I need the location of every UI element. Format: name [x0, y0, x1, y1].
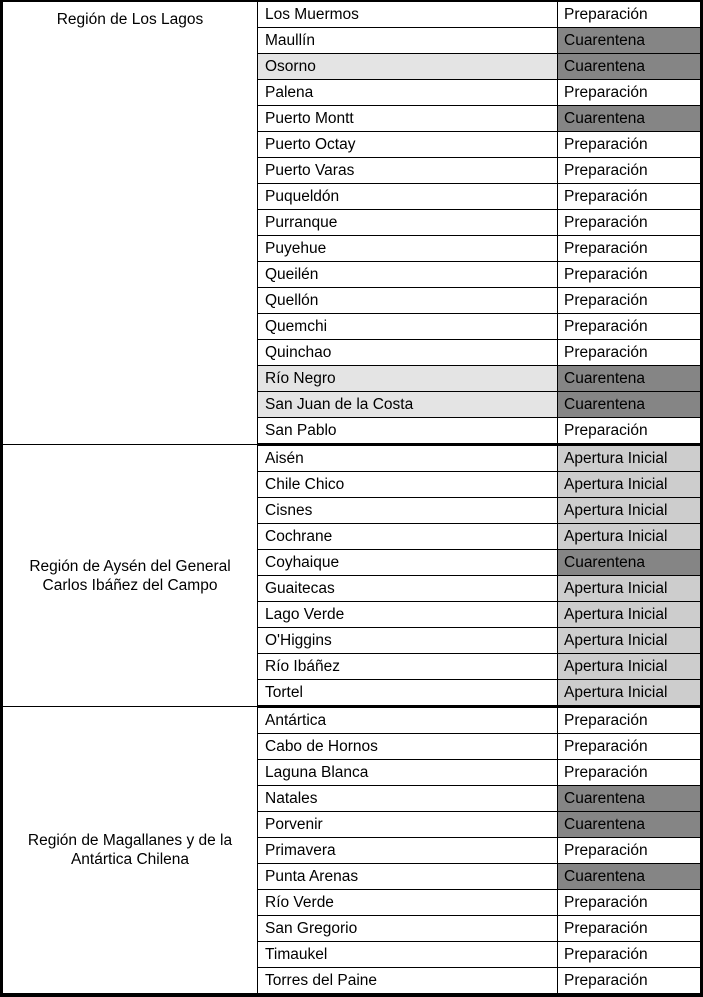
status-cell: Preparación	[558, 916, 702, 942]
region-cell: Región de Magallanes y de la Antártica Chilena	[2, 707, 258, 996]
region-cell: Región de Los Lagos	[2, 1, 258, 445]
commune-cell: Primavera	[258, 838, 558, 864]
commune-cell: Tortel	[258, 680, 558, 707]
table-row	[2, 445, 702, 472]
status-cell: Preparación	[558, 80, 702, 106]
status-cell: Preparación	[558, 184, 702, 210]
commune-cell: Río Verde	[258, 890, 558, 916]
region-cell: Región de Aysén del General Carlos Ibáñez del Campo	[2, 445, 258, 707]
status-cell: Apertura Inicial	[558, 680, 702, 707]
commune-cell: San Juan de la Costa	[258, 392, 558, 418]
status-cell: Preparación	[558, 890, 702, 916]
commune-cell: Quinchao	[258, 340, 558, 366]
status-cell: Apertura Inicial	[558, 498, 702, 524]
commune-cell: San Gregorio	[258, 916, 558, 942]
status-cell: Cuarentena	[558, 54, 702, 80]
status-cell: Preparación	[558, 314, 702, 340]
commune-cell: Chile Chico	[258, 472, 558, 498]
status-cell: Preparación	[558, 236, 702, 262]
status-cell: Apertura Inicial	[558, 628, 702, 654]
commune-cell: Cochrane	[258, 524, 558, 550]
commune-cell: Cisnes	[258, 498, 558, 524]
commune-cell: Puerto Montt	[258, 106, 558, 132]
commune-cell: Puyehue	[258, 236, 558, 262]
commune-cell: Antártica	[258, 707, 558, 734]
commune-cell: Río Negro	[258, 366, 558, 392]
status-cell: Preparación	[558, 838, 702, 864]
commune-cell: Lago Verde	[258, 602, 558, 628]
commune-cell: Los Muermos	[258, 1, 558, 28]
status-cell: Preparación	[558, 340, 702, 366]
status-cell: Cuarentena	[558, 392, 702, 418]
status-cell: Cuarentena	[558, 812, 702, 838]
commune-cell: Palena	[258, 80, 558, 106]
commune-cell: Puerto Octay	[258, 132, 558, 158]
commune-cell: Osorno	[258, 54, 558, 80]
status-cell: Apertura Inicial	[558, 445, 702, 472]
commune-cell: Cabo de Hornos	[258, 734, 558, 760]
commune-cell: Porvenir	[258, 812, 558, 838]
status-cell: Cuarentena	[558, 366, 702, 392]
status-cell: Preparación	[558, 132, 702, 158]
commune-cell: Puqueldón	[258, 184, 558, 210]
status-cell: Cuarentena	[558, 550, 702, 576]
status-cell: Cuarentena	[558, 106, 702, 132]
status-cell: Cuarentena	[558, 864, 702, 890]
status-cell: Preparación	[558, 968, 702, 996]
status-cell: Preparación	[558, 288, 702, 314]
status-cell: Apertura Inicial	[558, 576, 702, 602]
commune-cell: Purranque	[258, 210, 558, 236]
status-cell: Preparación	[558, 262, 702, 288]
status-cell: Preparación	[558, 210, 702, 236]
commune-cell: Quemchi	[258, 314, 558, 340]
status-cell: Preparación	[558, 734, 702, 760]
status-cell: Apertura Inicial	[558, 654, 702, 680]
status-cell: Cuarentena	[558, 786, 702, 812]
commune-cell: Queilén	[258, 262, 558, 288]
commune-cell: Aisén	[258, 445, 558, 472]
table-body	[2, 1, 702, 995]
commune-cell: Torres del Paine	[258, 968, 558, 996]
commune-cell: O'Higgins	[258, 628, 558, 654]
status-cell: Apertura Inicial	[558, 602, 702, 628]
status-cell: Preparación	[558, 158, 702, 184]
status-cell: Cuarentena	[558, 28, 702, 54]
commune-cell: San Pablo	[258, 418, 558, 445]
table-row	[2, 707, 702, 734]
commune-cell: Guaitecas	[258, 576, 558, 602]
status-cell: Preparación	[558, 942, 702, 968]
commune-cell: Puerto Varas	[258, 158, 558, 184]
table-row	[2, 1, 702, 28]
status-cell: Preparación	[558, 707, 702, 734]
commune-cell: Punta Arenas	[258, 864, 558, 890]
status-cell: Apertura Inicial	[558, 524, 702, 550]
commune-cell: Quellón	[258, 288, 558, 314]
commune-cell: Coyhaique	[258, 550, 558, 576]
commune-cell: Natales	[258, 786, 558, 812]
status-cell: Preparación	[558, 1, 702, 28]
status-cell: Preparación	[558, 418, 702, 445]
commune-cell: Timaukel	[258, 942, 558, 968]
commune-cell: Maullín	[258, 28, 558, 54]
status-cell: Apertura Inicial	[558, 472, 702, 498]
status-cell: Preparación	[558, 760, 702, 786]
commune-cell: Laguna Blanca	[258, 760, 558, 786]
commune-cell: Río Ibáñez	[258, 654, 558, 680]
